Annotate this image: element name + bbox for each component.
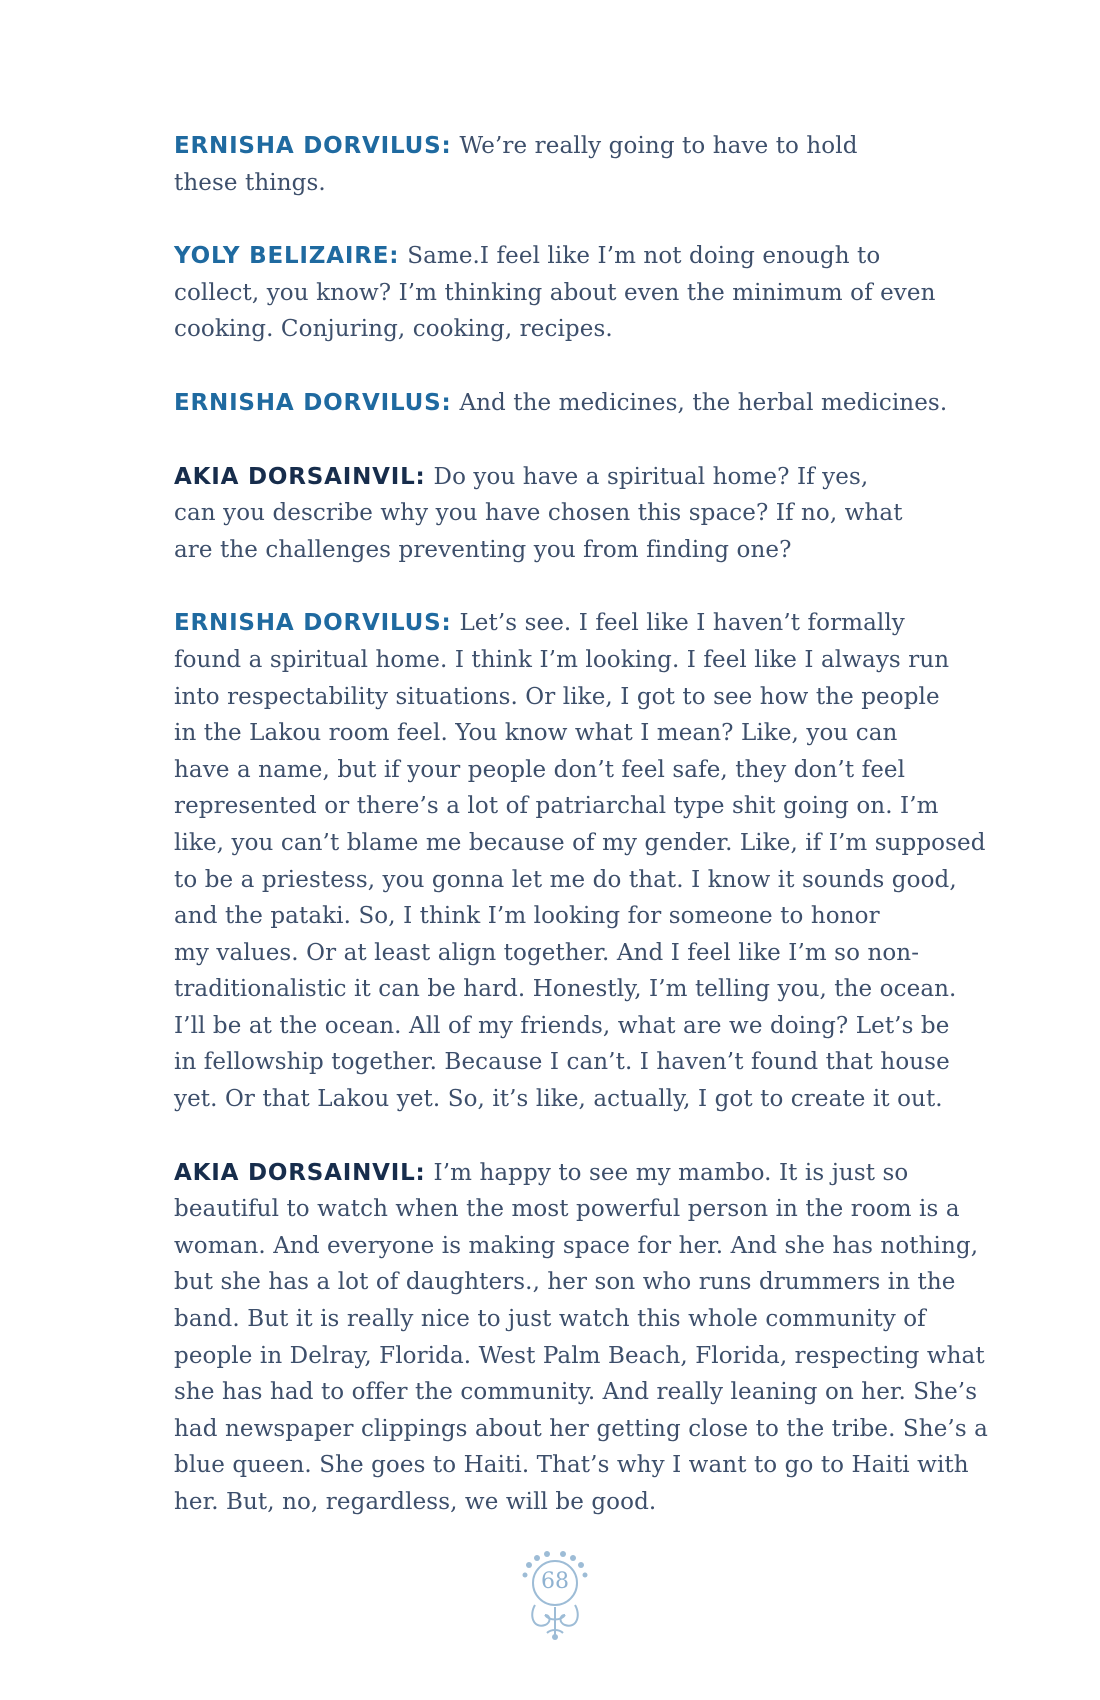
text-line: but she has a lot of daughters., her son who runs drummers in the: [174, 1269, 956, 1296]
dialogue-paragraph: [174, 605, 986, 1117]
text-line: [174, 238, 974, 275]
page-number: 68: [541, 1569, 569, 1594]
text-line: [174, 385, 974, 422]
dialogue-paragraph: [174, 1155, 988, 1521]
dialogue-paragraph: [174, 238, 974, 348]
speaker-name: ERNISHA DORVILUS:: [174, 389, 452, 416]
text-line: traditionalistic it can be hard. Honestly, I’m telling you, the ocean.: [174, 976, 957, 1003]
speaker-name: ERNISHA DORVILUS:: [174, 610, 452, 637]
text-line: [174, 459, 974, 496]
dialogue-paragraph: [174, 459, 974, 569]
text-line: beautiful to watch when the most powerful person in the room is a: [174, 1196, 960, 1223]
text-line: are the challenges preventing you from finding one?: [174, 536, 792, 563]
line-text: We’re really going to have to hold: [459, 133, 858, 159]
text-line: found a spiritual home. I think I’m looking. I feel like I always run: [174, 646, 950, 673]
text-line: her. But, no, regardless, we will be good.: [174, 1489, 657, 1515]
text-line: she has had to offer the community. And really leaning on her. She’s: [174, 1379, 978, 1406]
text-line: I’ll be at the ocean. All of my friends, what are we doing? Let’s be: [174, 1012, 950, 1039]
text-line: can you describe why you have chosen this space? If no, what: [174, 500, 903, 527]
text-line: [174, 1155, 974, 1192]
text-line: woman. And everyone is making space for her. And she has nothing,: [174, 1232, 979, 1259]
line-text: And the medicines, the herbal medicines.: [459, 389, 948, 416]
text-line: to be a priestess, you gonna let me do that. I know it sounds good,: [174, 866, 957, 893]
text-line: in fellowship together. Because I can’t. I haven’t found that house: [174, 1049, 950, 1076]
text-line: represented or there’s a lot of patriarchal type shit going on. I’m: [174, 793, 939, 820]
text-line: cooking. Conjuring, cooking, recipes.: [174, 316, 613, 343]
text-line: blue queen. She goes to Haiti. That’s why I want to go to Haiti with: [174, 1452, 969, 1479]
text-line: band. But it is really nice to just watch this whole community of: [174, 1306, 926, 1333]
text-line: into respectability situations. Or like, I got to see how the people: [174, 683, 940, 710]
text-line: yet. Or that Lakou yet. So, it’s like, actually, I got to create it out.: [174, 1086, 943, 1113]
text-line: [174, 128, 974, 165]
text-line: had newspaper clippings about her getting close to the tribe. She’s a: [174, 1415, 988, 1442]
text-line: [174, 605, 974, 642]
text-line: and the pataki. So, I think I’m looking for someone to honor: [174, 903, 880, 930]
page-number-ornament: [511, 1545, 599, 1641]
text-line: these things.: [174, 169, 326, 196]
line-text: Same.I feel like I’m not doing enough to: [407, 243, 881, 270]
text-line: collect, you know? I’m thinking about even the minimum of even: [174, 279, 936, 306]
text-line: people in Delray, Florida. West Palm Beach, Florida, respecting what: [174, 1342, 985, 1369]
line-text: Let’s see. I feel like I haven’t formally: [459, 610, 905, 637]
dialogue-paragraph: [174, 128, 974, 201]
speaker-name: ERNISHA DORVILUS:: [174, 133, 452, 159]
dialogue-paragraph: [174, 385, 974, 422]
text-line: my values. Or at least align together. And I feel like I’m so non-: [174, 939, 920, 966]
line-text: I’m happy to see my mambo. It is just so: [433, 1159, 909, 1186]
speaker-name: YOLY BELIZAIRE:: [174, 243, 400, 270]
text-line: have a name, but if your people don’t feel safe, they don’t feel: [174, 756, 906, 783]
text-line: in the Lakou room feel. You know what I mean? Like, you can: [174, 720, 898, 747]
speaker-name: AKIA DORSAINVIL:: [174, 1159, 426, 1186]
line-text: Do you have a spiritual home? If yes,: [433, 463, 869, 490]
transcript-page: [174, 128, 988, 1558]
speaker-name: AKIA DORSAINVIL:: [174, 463, 426, 490]
text-line: like, you can’t blame me because of my gender. Like, if I’m supposed: [174, 829, 986, 856]
